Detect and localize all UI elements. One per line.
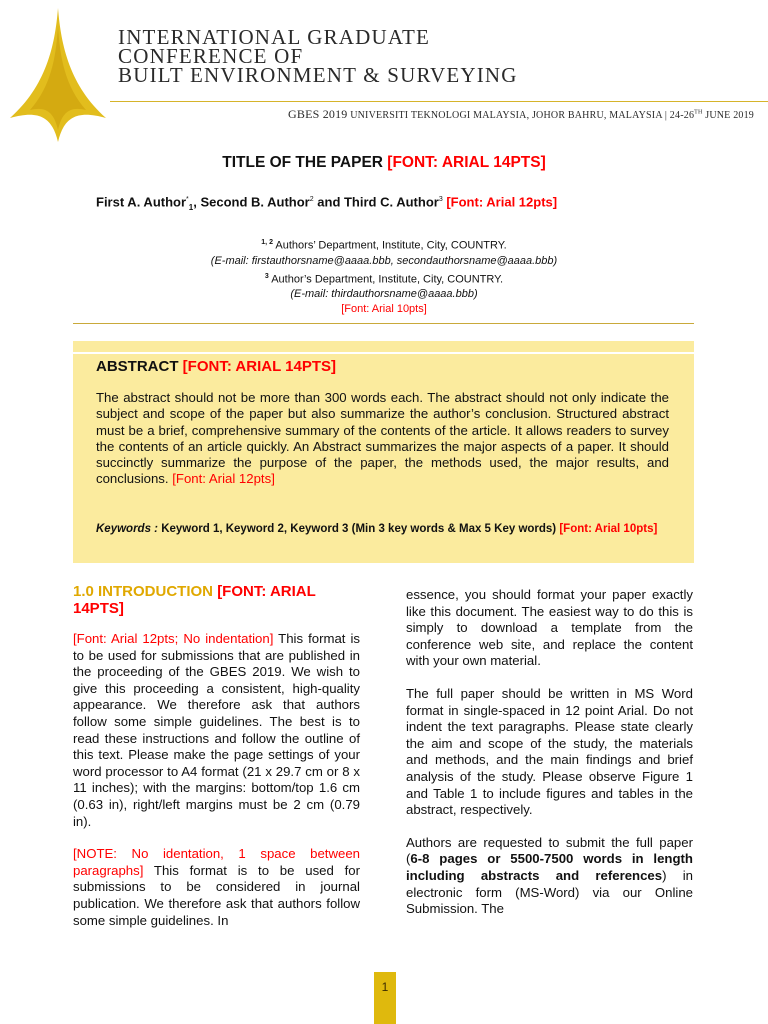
- paragraph-1: [73, 631, 360, 830]
- event-name: GBES 2019: [288, 107, 348, 121]
- author-first-sub: 1: [188, 202, 194, 212]
- section-rule: [73, 323, 694, 324]
- paragraph-5: [406, 835, 693, 918]
- authors-font-note: [Font: Arial 12pts]: [442, 194, 558, 210]
- affiliation-font-note: [Font: Arial 10pts]: [341, 303, 427, 316]
- keywords-note: [Font: Arial 10pts]: [559, 523, 658, 535]
- affiliation-3-text: Author’s Department, Institute, City, COUNTRY.: [268, 273, 504, 286]
- paragraph-2-note: [NOTE: No identation, 1 space between paragraphs]: [73, 846, 360, 878]
- author-third-sup: 3: [438, 196, 443, 203]
- affiliations: [0, 235, 768, 317]
- abstract-heading-note: [FONT: ARIAL 14PTS]: [182, 358, 337, 375]
- paragraph-5-bold: 6-8 pages or 5500-7500 words in length including abstracts and references: [406, 851, 693, 883]
- paragraph-1-note: [Font: Arial 12pts; No indentation]: [73, 631, 274, 646]
- affiliation-line-4: [0, 287, 768, 302]
- author-second-sup: 2: [309, 196, 314, 203]
- keywords-label: Keywords :: [96, 523, 162, 535]
- abstract-strip: [73, 352, 694, 354]
- event-month: JUNE 2019: [702, 110, 754, 121]
- section-heading-text: 1.0 INTRODUCTION: [73, 583, 218, 600]
- abstract-body: [96, 390, 669, 488]
- conference-name: [118, 25, 518, 87]
- abstract-heading: [96, 358, 336, 375]
- keywords: [96, 522, 669, 537]
- affiliation-3-sup: 3: [264, 272, 269, 280]
- affiliation-1-text: Authors’ Department, Institute, City, COUNTRY.: [272, 239, 507, 252]
- author-first-star: *: [186, 196, 189, 203]
- paragraph-5-text-b: ) in electronic form (MS-Word) via our Online Submission. The: [406, 867, 693, 917]
- affiliation-email-1: (E-mail: firstauthorsname@aaaa.bbb, secondauthorsname@aaaa.bbb): [210, 254, 558, 267]
- paragraph-2-text: This format is to be used for submissions to be considered in journal publication. We therefore ask that authors follow some simple guidelines. In: [73, 862, 360, 928]
- body-column-right: [406, 587, 693, 934]
- paper-title-text: TITLE OF THE PAPER: [222, 154, 388, 171]
- affiliation-email-2: (E-mail: thirdauthorsname@aaaa.bbb): [290, 288, 478, 301]
- body-column-left: [73, 583, 360, 945]
- conference-logo: [8, 6, 108, 144]
- author-first: First A. Author: [96, 194, 187, 210]
- affiliation-1-sup: 1, 2: [261, 239, 273, 246]
- affiliation-line-1: [0, 235, 768, 254]
- section-heading: [73, 583, 360, 617]
- header-rule: [110, 101, 768, 102]
- event-info: [288, 107, 754, 122]
- section-heading-note: [FONT: ARIAL 14PTS]: [73, 583, 316, 617]
- affiliation-line-3: [0, 269, 768, 288]
- abstract-body-note: [Font: Arial 12pts]: [172, 471, 275, 487]
- paragraph-5-text-a: Authors are requested to submit the full paper (: [406, 834, 693, 867]
- abstract-heading-text: ABSTRACT: [96, 358, 183, 375]
- conference-name-line-2: CONFERENCE OF: [118, 44, 304, 68]
- author-second: , Second B. Author: [193, 194, 310, 210]
- keywords-text: Keyword 1, Keyword 2, Keyword 3 (Min 3 key words & Max 5 Key words): [161, 523, 560, 535]
- paper-title: [0, 154, 768, 172]
- author-list: [96, 192, 716, 216]
- conference-name-line-1: INTERNATIONAL GRADUATE: [118, 25, 431, 49]
- paragraph-1-text: This format is to be used for submissions that are published in the proceeding of the GBES 2019. We wish to give this proceeding a consistent, high-quality appearance. We therefore ask that authors follow some simple guidelines. The best is to read these instructions and follow the outline of this text. Please make the page settings of your word processor to A4 format (21 x 29.7 cm or 8 x 11 inches); with the margins: bottom/top 1.6 cm (0.63 in), right/left margins must be 2 cm (0.79 in).: [73, 631, 360, 829]
- author-third: and Third C. Author: [313, 194, 439, 210]
- conference-name-line-3: BUILT ENVIRONMENT & SURVEYING: [118, 63, 518, 87]
- event-venue: UNIVERSITI TEKNOLOGI MALAYSIA, JOHOR BAHRU, MALAYSIA | 24-26: [350, 110, 695, 121]
- event-date-sup: TH: [694, 109, 703, 116]
- page-number: 1: [374, 972, 396, 1024]
- abstract-body-text: The abstract should not be more than 300 words each. The abstract should not only indicate the subject and scope of the paper but also summarize the author’s conclusion. Structured abstract must be a brief, comprehensive summary of the contents of the article. It allows readers to survey the contents of an article quickly. An Abstract summarizes the major aspects of a paper. It should succinctly summarize the purpose of the paper, the methods used, the major results, and conclusions.: [96, 390, 669, 487]
- paragraph-2: [73, 846, 360, 929]
- paragraph-4: The full paper should be written in MS Word format in single-spaced in 12 point Arial. Do not indent the text paragraphs. Please state clearly the aim and scope of the study, the materials and methods, and the main findings and brief analysis of the study. Please observe Figure 1 and Table 1 to include figures and tables in the abstract, respectively.: [406, 685, 693, 818]
- paragraph-3: essence, you should format your paper exactly like this document. The easiest way to do this is simply to download a template from the conference web site, and replace the content with your own material.: [406, 587, 693, 669]
- paper-title-font-note: [FONT: ARIAL 14PTS]: [387, 154, 546, 171]
- affiliation-line-2: [0, 254, 768, 269]
